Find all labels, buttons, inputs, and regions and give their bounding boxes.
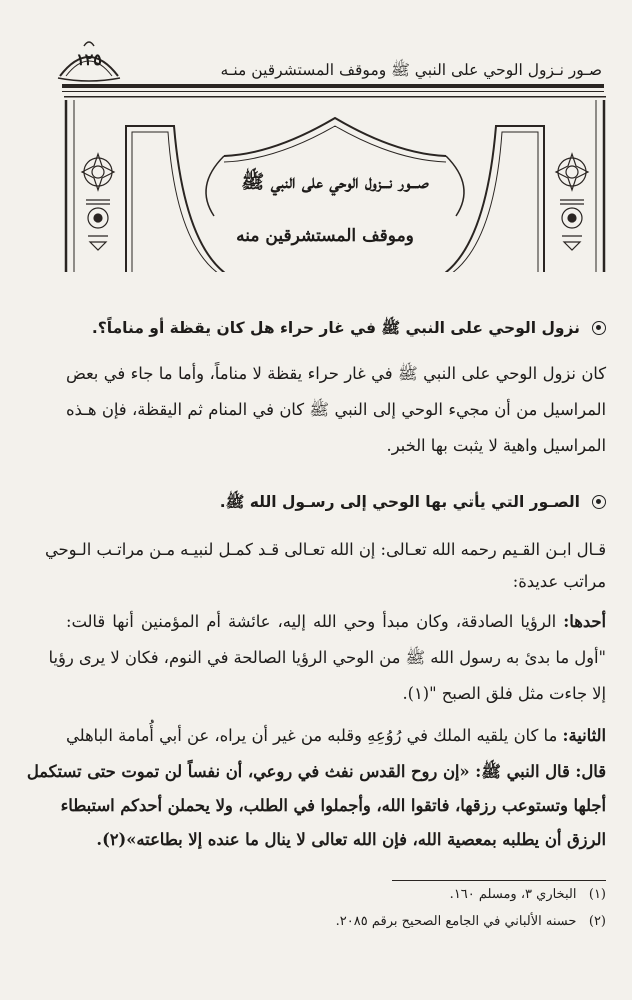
paragraph-line: إلا جاءت مثل فلق الصبح "(١). (402, 684, 606, 703)
hadith-line: الرزق أن يطلبه بمعصية الله، فإن الله تعالى لا ينال ما عنده إلا بطاعته»(٢). (96, 830, 606, 849)
running-header-title: صـور نـزول الوحي على النبي ﷺ وموقف المستشرقين منـه (220, 61, 602, 79)
footnote-rule (392, 880, 606, 881)
footnote-number: (١) (588, 887, 606, 902)
footnote-text: البخاري ٣، ومسلم ١٦٠. (449, 887, 577, 902)
paragraph-line (66, 610, 606, 634)
footnote-1 (200, 887, 606, 902)
header-rule-thin (62, 91, 604, 92)
bullet-icon (592, 321, 606, 335)
second-rank-text: ما كان يلقيه الملك في رُوُعِهِ وقلبه من غير أن يراه، عن أبي أُمامة الباهلي (66, 726, 563, 745)
bullet-icon (592, 495, 606, 509)
section-heading-1 (91, 318, 606, 341)
left-floral-ornament (82, 154, 114, 250)
footnote-2 (200, 914, 606, 929)
paragraph-line: المراسيل واهية لا يثبت بها الخبر. (386, 436, 606, 455)
page-number: ١٢٥ (76, 50, 102, 69)
footnote-number: (٢) (588, 914, 606, 929)
paragraph-line: مراتب عديدة: (512, 572, 606, 591)
first-rank-label: أحدها: (563, 612, 606, 631)
paragraph-line: كان نزول الوحي على النبي ﷺ في غار حراء يقظة لا مناماً، وأما ما جاء في بعض (66, 364, 606, 383)
footnote-text: حسنه الألباني في الجامع الصحيح برقم ٢٠٨٥. (335, 914, 577, 929)
hadith-line: قال: قال النبي ﷺ: «إن روح القدس نفث في روعي، أن نفساً لن تموت حتى تستكمل (26, 762, 606, 781)
chapter-title: صـــور نـــزول الوحي على النبي ﷺ (241, 171, 429, 193)
paragraph-line (66, 724, 606, 748)
first-rank-text: الرؤيا الصادقة، وكان مبدأ وحي الله إليه، عائشة أم المؤمنين أنها قالت: (66, 612, 564, 631)
section-heading-2 (100, 492, 606, 515)
right-floral-ornament (556, 154, 588, 250)
section-heading-2-text: الصـور التي يأتي بها الوحي إلى رسـول الله ﷺ. (219, 493, 580, 511)
hadith-line: أجلها وتستوعب رزقها، فاتقوا الله، وأجملوا في الطلب، ولا يحملن أحدكم استبطاء (60, 796, 606, 815)
second-rank-label: الثانية: (562, 726, 606, 745)
header-rule (62, 84, 604, 88)
paragraph-line: المراسيل من أن مجيء الوحي إلى النبي ﷺ كان في المنام ثم اليقظة، فإن هـذه (66, 400, 606, 419)
section-heading-1-text: نزول الوحي على النبي ﷺ في غار حراء هل كان يقظة أو مناماً؟. (91, 319, 580, 337)
chapter-subtitle: وموقف المستشرقين منه (236, 226, 414, 246)
paragraph-line: "أول ما بدئ به رسول الله ﷺ من الوحي الرؤيا الصالحة في النوم، فكان لا يرى رؤيا (48, 648, 606, 667)
paragraph-line: قـال ابـن القـيم رحمه الله تعـالى: إن الله تعـالى قـد كمـل لنبيـه مـن مراتـب الـوحي (44, 540, 606, 559)
